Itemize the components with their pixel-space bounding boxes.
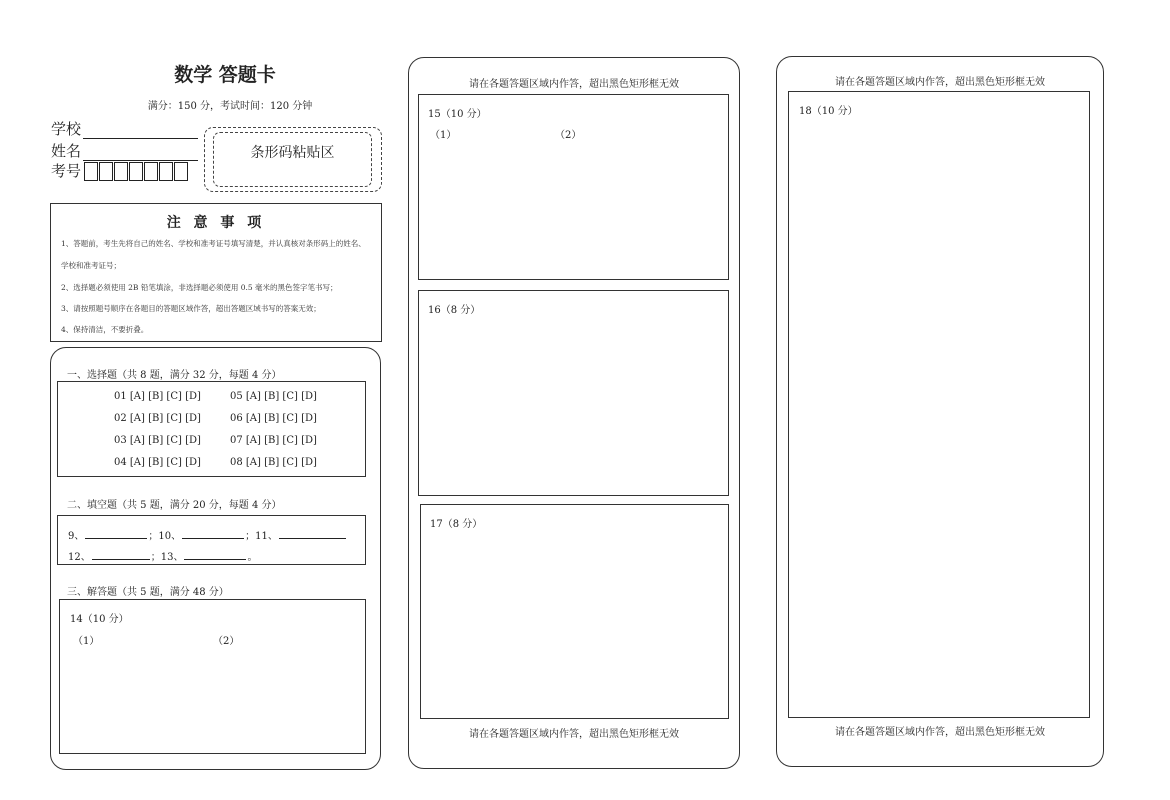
q15-label: 15（10 分） bbox=[428, 109, 487, 120]
choice-q03[interactable]: 03 [A] [B] [C] [D] bbox=[114, 435, 201, 446]
fill-q9-label: 9、 bbox=[68, 531, 85, 542]
fill-q10-label: ；10、 bbox=[148, 531, 182, 542]
digit-box[interactable] bbox=[159, 162, 173, 181]
choice-q08[interactable]: 08 [A] [B] [C] [D] bbox=[230, 457, 317, 468]
notice-line: 3、请按照题号顺序在各题目的答题区域作答，超出答题区域书写的答案无效； bbox=[61, 304, 321, 313]
q16-label: 16（8 分） bbox=[428, 305, 481, 316]
q14-label: 14（10 分） bbox=[70, 614, 129, 625]
fill-q9-blank[interactable] bbox=[85, 531, 147, 539]
choice-q02[interactable]: 02 [A] [B] [C] [D] bbox=[114, 413, 201, 424]
school-row bbox=[51, 118, 198, 139]
digit-box[interactable] bbox=[174, 162, 188, 181]
choice-q05[interactable]: 05 [A] [B] [C] [D] bbox=[230, 391, 317, 402]
name-row bbox=[51, 140, 198, 161]
exam-no-row bbox=[51, 160, 189, 181]
digit-box[interactable] bbox=[144, 162, 158, 181]
middle-banner-bottom: 请在各题答题区域内作答，超出黑色矩形框无效 bbox=[469, 729, 679, 740]
digit-box[interactable] bbox=[129, 162, 143, 181]
exam-no-label: 考号 bbox=[51, 162, 82, 180]
choice-box bbox=[57, 381, 366, 477]
q15-answer-box[interactable] bbox=[418, 94, 729, 280]
fill-q13-blank[interactable] bbox=[184, 552, 246, 560]
fill-q12-blank[interactable] bbox=[92, 552, 150, 560]
barcode-label: 条形码粘贴区 bbox=[250, 145, 335, 161]
right-banner-bottom: 请在各题答题区域内作答，超出黑色矩形框无效 bbox=[835, 727, 1045, 738]
notice-title: 注 意 事 项 bbox=[166, 215, 266, 231]
section-solve-title: 三、解答题（共 5 题，满分 48 分） bbox=[67, 587, 229, 598]
exam-meta: 满分：150 分，考试时间：120 分钟 bbox=[147, 101, 313, 112]
choice-q06[interactable]: 06 [A] [B] [C] [D] bbox=[230, 413, 317, 424]
fill-q11-label: ；11、 bbox=[245, 531, 278, 542]
fill-q10-blank[interactable] bbox=[182, 531, 244, 539]
fill-end: 。 bbox=[247, 552, 258, 563]
name-label: 姓名 bbox=[51, 142, 82, 160]
q14-part1: （1） bbox=[73, 636, 100, 647]
choice-q01[interactable]: 01 [A] [B] [C] [D] bbox=[114, 391, 201, 402]
section-fill-title: 二、填空题（共 5 题，满分 20 分，每题 4 分） bbox=[67, 500, 282, 511]
notice-box bbox=[50, 203, 382, 342]
q15-part1: （1） bbox=[430, 130, 457, 141]
q17-label: 17（8 分） bbox=[430, 519, 483, 530]
fill-row-2 bbox=[68, 548, 257, 563]
fill-row-1 bbox=[68, 527, 347, 542]
middle-banner-top: 请在各题答题区域内作答，超出黑色矩形框无效 bbox=[469, 79, 679, 90]
section-choice-title: 一、选择题（共 8 题，满分 32 分，每题 4 分） bbox=[67, 370, 282, 381]
notice-line: 1、答题前，考生先将自己的姓名、学校和准考证号填写清楚，并认真核对条形码上的姓名、 bbox=[61, 239, 366, 248]
digit-box[interactable] bbox=[114, 162, 128, 181]
q18-answer-box[interactable] bbox=[788, 91, 1090, 718]
fill-q13-label: ；13、 bbox=[150, 552, 184, 563]
school-field[interactable] bbox=[83, 125, 198, 139]
school-label: 学校 bbox=[51, 120, 82, 138]
notice-line: 2、选择题必须使用 2B 铅笔填涂，非选择题必须使用 0.5 毫米的黑色签字笔书写； bbox=[61, 283, 338, 292]
q17-answer-box[interactable] bbox=[420, 504, 729, 719]
name-field[interactable] bbox=[83, 147, 198, 161]
digit-box[interactable] bbox=[84, 162, 98, 181]
q14-part2: （2） bbox=[213, 636, 240, 647]
fill-q11-blank[interactable] bbox=[279, 531, 346, 539]
choice-q04[interactable]: 04 [A] [B] [C] [D] bbox=[114, 457, 201, 468]
q18-label: 18（10 分） bbox=[799, 106, 858, 117]
right-banner-top: 请在各题答题区域内作答，超出黑色矩形框无效 bbox=[835, 77, 1045, 88]
q15-part2: （2） bbox=[555, 130, 582, 141]
notice-line: 学校和准考证号； bbox=[61, 261, 121, 270]
digit-box[interactable] bbox=[99, 162, 113, 181]
exam-no-boxes[interactable] bbox=[84, 162, 189, 181]
notice-line: 4、保持清洁，不要折叠。 bbox=[61, 325, 149, 334]
page-title: 数学 答题卡 bbox=[174, 64, 276, 86]
q16-answer-box[interactable] bbox=[418, 290, 729, 496]
fill-q12-label: 12、 bbox=[68, 552, 91, 563]
choice-q07[interactable]: 07 [A] [B] [C] [D] bbox=[230, 435, 317, 446]
